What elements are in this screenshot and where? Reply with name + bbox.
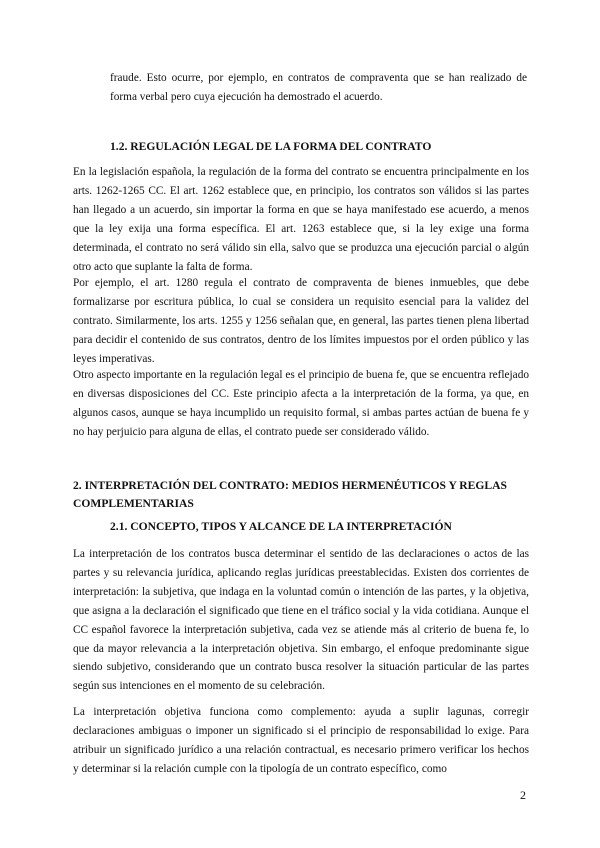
intro-paragraph: fraude. Esto ocurre, por ejemplo, en contratos de compraventa que se han realizado de forma verbal pero cuya ejecución ha demostrado el acuerdo. xyxy=(110,72,527,103)
paragraph-1-2-c: Otro aspecto importante en la regulación legal es el principio de buena fe, que se encuentra reflejado en diversas disposiciones del CC. Este principio afecta a la interpretación de la forma, ya que, en algunos casos, aunque se haya incumplido un requisito formal, si ambas partes actúan de buena fe y no hay perjuicio para alguna de ellas, el contrato puede ser considerado válido. xyxy=(73,369,529,438)
paragraph-2-1-b: La interpretación objetiva funciona como complemento: ayuda a suplir lagunas, corregir declaraciones ambiguas o imponer un significado si el principio de responsabilidad lo exige. Para atribuir un significado jurídico a una relación contractual, es necesario primero verificar los hechos y determinar si la relación cumple con la tipología de un contrato específico, como xyxy=(73,706,529,775)
section-heading-1-2: 1.2. REGULACIÓN LEGAL DE LA FORMA DEL CONTRATO xyxy=(110,140,432,153)
page-number: 2 xyxy=(520,788,526,802)
paragraph-1-2-b: Por ejemplo, el art. 1280 regula el contrato de compraventa de bienes inmuebles, que debe formalizarse por escritura pública, lo cual se considera un requisito esencial para la validez del contrato. Similarmente, los arts. 1255 y 1256 señalan que, en general, las partes tienen plena libertad para decidir el contenido de sus contratos, dentro de los límites impuestos por el orden público y las leyes imperativas. xyxy=(73,277,529,365)
section-heading-2-1: 2.1. CONCEPTO, TIPOS Y ALCANCE DE LA INTERPRETACIÓN xyxy=(110,520,452,533)
paragraph-2-1-a: La interpretación de los contratos busca determinar el sentido de las declaraciones o actos de las partes y su relevancia jurídica, aplicando reglas jurídicas preestablecidas. Existen dos corrientes de interpretación: la subjetiva, que indaga en la voluntad común o intención de las partes, y la objetiva, que asigna a la declaración el significado que tiene en el tráfico social y la vida cotidiana. Aunque el CC español favorece la interpretación subjetiva, cada vez se atiende más al criterio de buena fe, lo que da mayor relevancia a la interpretación objetiva. Sin embargo, el enfoque predominante sigue siendo subjetivo, considerando que un contrato busca resolver la situación particular de las partes según sus intenciones en el momento de su celebración. xyxy=(73,548,529,693)
section-heading-2: 2. INTERPRETACIÓN DEL CONTRATO: MEDIOS HERMENÉUTICOS Y REGLAS COMPLEMENTARIAS xyxy=(73,479,507,510)
paragraph-1-2-a: En la legislación española, la regulación de la forma del contrato se encuentra principalmente en los arts. 1262-1265 CC. El art. 1262 establece que, en principio, los contratos son válidos si las partes han llegado a un acuerdo, sin importar la forma en que se haya manifestado ese acuerdo, a menos que la ley exija una forma específica. El art. 1263 establece que, si la ley exige una forma determinada, el contrato no será válido sin ella, salvo que se produzca una ejecución parcial o algún otro acto que suplante la falta de forma. xyxy=(73,166,529,273)
